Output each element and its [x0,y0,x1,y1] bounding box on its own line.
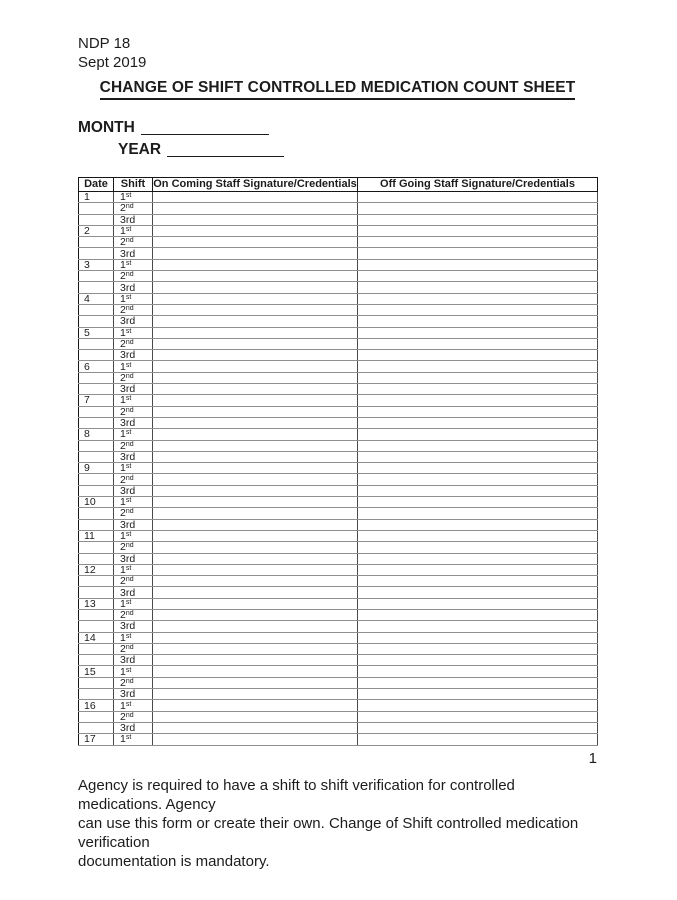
offgoing-signature-cell [358,519,598,530]
shift-cell: 1st [114,395,153,406]
oncoming-signature-cell [153,632,358,643]
oncoming-signature-cell [153,542,358,553]
shift-cell: 3rd [114,722,153,733]
shift-cell: 1st [114,293,153,304]
page-title: CHANGE OF SHIFT CONTROLLED MEDICATION COUNT SHEET [100,79,576,100]
oncoming-signature-cell [153,192,358,203]
oncoming-signature-cell [153,350,358,361]
month-label: MONTH [78,119,135,136]
shift-cell: 1st [114,192,153,203]
table-row [79,282,598,293]
offgoing-signature-cell [358,316,598,327]
date-cell [79,350,114,361]
offgoing-signature-cell [358,417,598,428]
date-cell [79,689,114,700]
date-cell [79,440,114,451]
oncoming-signature-cell [153,497,358,508]
date-cell: 15 [79,666,114,677]
oncoming-signature-cell [153,259,358,270]
table-row [79,463,598,474]
oncoming-signature-cell [153,282,358,293]
oncoming-signature-cell [153,643,358,654]
table-row [79,293,598,304]
oncoming-signature-cell [153,609,358,620]
offgoing-signature-cell [358,474,598,485]
date-cell [79,711,114,722]
table-row [79,564,598,575]
shift-cell: 3rd [114,655,153,666]
shift-cell: 2nd [114,372,153,383]
shift-table-body [79,192,598,746]
offgoing-signature-cell [358,722,598,733]
date-cell [79,451,114,462]
table-row [79,304,598,315]
table-row [79,214,598,225]
offgoing-signature-cell [358,587,598,598]
oncoming-signature-cell [153,429,358,440]
oncoming-signature-cell [153,293,358,304]
date-cell [79,474,114,485]
shift-cell: 2nd [114,237,153,248]
oncoming-signature-cell [153,316,358,327]
shift-cell: 3rd [114,689,153,700]
date-cell [79,655,114,666]
offgoing-signature-cell [358,282,598,293]
date-cell: 16 [79,700,114,711]
shift-cell: 3rd [114,519,153,530]
date-cell: 13 [79,598,114,609]
table-row [79,316,598,327]
date-cell [79,372,114,383]
month-blank-line [141,120,269,135]
oncoming-signature-cell [153,451,358,462]
date-cell: 14 [79,632,114,643]
table-row [79,553,598,564]
shift-cell: 2nd [114,542,153,553]
shift-cell: 3rd [114,621,153,632]
offgoing-signature-cell [358,553,598,564]
table-row [79,519,598,530]
shift-cell: 3rd [114,384,153,395]
offgoing-signature-cell [358,711,598,722]
table-row [79,643,598,654]
footer-note [78,776,597,871]
date-cell [79,304,114,315]
shift-cell: 2nd [114,643,153,654]
shift-cell: 1st [114,564,153,575]
shift-cell: 2nd [114,711,153,722]
table-row [79,203,598,214]
date-cell [79,576,114,587]
shift-cell: 1st [114,734,153,745]
offgoing-signature-cell [358,598,598,609]
shift-cell: 3rd [114,316,153,327]
year-field-row [118,140,597,159]
offgoing-signature-cell [358,327,598,338]
date-cell: 4 [79,293,114,304]
offgoing-signature-cell [358,576,598,587]
oncoming-signature-cell [153,666,358,677]
date-cell [79,542,114,553]
shift-cell: 3rd [114,282,153,293]
shift-cell: 3rd [114,485,153,496]
date-cell [79,519,114,530]
offgoing-signature-cell [358,214,598,225]
shift-cell: 3rd [114,350,153,361]
table-row [79,576,598,587]
table-row [79,361,598,372]
table-row [79,338,598,349]
date-cell [79,237,114,248]
shift-cell: 2nd [114,304,153,315]
date-cell: 3 [79,259,114,270]
document-date: Sept 2019 [78,54,147,71]
shift-cell: 2nd [114,440,153,451]
offgoing-signature-cell [358,655,598,666]
shift-cell: 3rd [114,451,153,462]
offgoing-signature-cell [358,271,598,282]
oncoming-signature-cell [153,722,358,733]
date-cell [79,203,114,214]
offgoing-signature-cell [358,361,598,372]
header-offgoing: Off Going Staff Signature/Credentials [358,178,598,192]
table-row [79,192,598,203]
date-cell [79,643,114,654]
shift-cell: 2nd [114,271,153,282]
offgoing-signature-cell [358,609,598,620]
shift-cell: 1st [114,463,153,474]
oncoming-signature-cell [153,384,358,395]
offgoing-signature-cell [358,530,598,541]
oncoming-signature-cell [153,474,358,485]
table-row [79,734,598,745]
oncoming-signature-cell [153,700,358,711]
offgoing-signature-cell [358,497,598,508]
oncoming-signature-cell [153,508,358,519]
oncoming-signature-cell [153,271,358,282]
shift-cell: 1st [114,598,153,609]
date-cell [79,282,114,293]
table-row [79,485,598,496]
offgoing-signature-cell [358,338,598,349]
offgoing-signature-cell [358,406,598,417]
shift-cell: 1st [114,497,153,508]
offgoing-signature-cell [358,463,598,474]
offgoing-signature-cell [358,564,598,575]
table-row [79,587,598,598]
table-row [79,542,598,553]
oncoming-signature-cell [153,327,358,338]
oncoming-signature-cell [153,530,358,541]
table-row [79,248,598,259]
date-cell [79,271,114,282]
footer-line: Agency is required to have a shift to shift verification for controlled medications. Agency [78,776,515,813]
footer-line: can use this form or create their own. Change of Shift controlled medication verification [78,814,579,851]
shift-cell: 3rd [114,417,153,428]
date-cell [79,248,114,259]
date-cell [79,621,114,632]
table-row [79,677,598,688]
page-number: 1 [588,749,597,767]
offgoing-signature-cell [358,384,598,395]
offgoing-signature-cell [358,293,598,304]
oncoming-signature-cell [153,621,358,632]
shift-cell: 2nd [114,677,153,688]
table-row [79,237,598,248]
offgoing-signature-cell [358,700,598,711]
date-cell: 6 [79,361,114,372]
shift-cell: 2nd [114,338,153,349]
shift-cell: 2nd [114,576,153,587]
date-cell: 8 [79,429,114,440]
date-cell [79,553,114,564]
oncoming-signature-cell [153,564,358,575]
table-row [79,474,598,485]
table-row [79,530,598,541]
oncoming-signature-cell [153,395,358,406]
document-code: NDP 18 [78,35,131,52]
table-row [79,417,598,428]
date-cell [79,609,114,620]
shift-cell: 3rd [114,587,153,598]
offgoing-signature-cell [358,542,598,553]
table-row [79,508,598,519]
offgoing-signature-cell [358,429,598,440]
date-cell: 5 [79,327,114,338]
oncoming-signature-cell [153,214,358,225]
header-date: Date [79,178,114,192]
shift-cell: 1st [114,327,153,338]
shift-cell: 1st [114,361,153,372]
offgoing-signature-cell [358,350,598,361]
table-row [79,429,598,440]
oncoming-signature-cell [153,225,358,236]
oncoming-signature-cell [153,655,358,666]
oncoming-signature-cell [153,304,358,315]
oncoming-signature-cell [153,361,358,372]
offgoing-signature-cell [358,225,598,236]
offgoing-signature-cell [358,643,598,654]
offgoing-signature-cell [358,734,598,745]
oncoming-signature-cell [153,587,358,598]
oncoming-signature-cell [153,338,358,349]
shift-cell: 1st [114,666,153,677]
table-row [79,372,598,383]
table-row [79,655,598,666]
shift-cell: 2nd [114,474,153,485]
offgoing-signature-cell [358,689,598,700]
header-shift: Shift [114,178,153,192]
date-cell: 7 [79,395,114,406]
table-row [79,406,598,417]
date-cell: 1 [79,192,114,203]
date-cell [79,406,114,417]
offgoing-signature-cell [358,203,598,214]
oncoming-signature-cell [153,519,358,530]
oncoming-signature-cell [153,598,358,609]
oncoming-signature-cell [153,576,358,587]
date-cell [79,722,114,733]
table-row [79,497,598,508]
table-row [79,259,598,270]
header-oncoming: On Coming Staff Signature/Credentials [153,178,357,190]
date-cell: 11 [79,530,114,541]
shift-cell: 1st [114,259,153,270]
date-cell: 17 [79,734,114,745]
offgoing-signature-cell [358,677,598,688]
offgoing-signature-cell [358,237,598,248]
table-row [79,395,598,406]
offgoing-signature-cell [358,666,598,677]
shift-cell: 1st [114,530,153,541]
table-row [79,271,598,282]
oncoming-signature-cell [153,734,358,745]
shift-cell: 2nd [114,406,153,417]
table-row [79,621,598,632]
table-row [79,384,598,395]
date-cell [79,384,114,395]
shift-cell: 1st [114,700,153,711]
footer-line: documentation is mandatory. [78,852,270,870]
table-row [79,327,598,338]
shift-cell: 3rd [114,214,153,225]
date-cell [79,417,114,428]
offgoing-signature-cell [358,508,598,519]
date-cell: 10 [79,497,114,508]
table-row [79,350,598,361]
table-row [79,700,598,711]
date-cell [79,677,114,688]
title-row [78,79,597,100]
offgoing-signature-cell [358,259,598,270]
shift-cell: 2nd [114,609,153,620]
offgoing-signature-cell [358,440,598,451]
shift-cell: 1st [114,632,153,643]
table-row [79,722,598,733]
table-header-row [79,178,598,192]
table-row [79,598,598,609]
oncoming-signature-cell [153,406,358,417]
table-row [79,632,598,643]
offgoing-signature-cell [358,248,598,259]
oncoming-signature-cell [153,417,358,428]
offgoing-signature-cell [358,304,598,315]
oncoming-signature-cell [153,711,358,722]
year-label: YEAR [118,141,162,158]
date-cell [79,485,114,496]
date-cell: 9 [79,463,114,474]
offgoing-signature-cell [358,372,598,383]
oncoming-signature-cell [153,440,358,451]
shift-cell: 1st [114,225,153,236]
year-blank-line [167,142,284,157]
table-row [79,689,598,700]
table-row [79,711,598,722]
date-cell [79,316,114,327]
oncoming-signature-cell [153,203,358,214]
oncoming-signature-cell [153,372,358,383]
date-cell [79,508,114,519]
oncoming-signature-cell [153,689,358,700]
oncoming-signature-cell [153,463,358,474]
shift-cell: 1st [114,429,153,440]
oncoming-signature-cell [153,237,358,248]
shift-cell: 2nd [114,508,153,519]
date-cell: 2 [79,225,114,236]
table-row [79,451,598,462]
oncoming-signature-cell [153,553,358,564]
shift-cell: 2nd [114,203,153,214]
offgoing-signature-cell [358,451,598,462]
offgoing-signature-cell [358,395,598,406]
table-row [79,609,598,620]
offgoing-signature-cell [358,485,598,496]
offgoing-signature-cell [358,192,598,203]
offgoing-signature-cell [358,632,598,643]
oncoming-signature-cell [153,677,358,688]
date-cell [79,587,114,598]
oncoming-signature-cell [153,485,358,496]
table-row [79,666,598,677]
medication-count-table [78,177,598,746]
table-row [79,225,598,236]
offgoing-signature-cell [358,621,598,632]
oncoming-signature-cell [153,248,358,259]
table-row [79,440,598,451]
month-field-row [78,118,597,137]
shift-cell: 3rd [114,248,153,259]
shift-cell: 3rd [114,553,153,564]
date-cell [79,338,114,349]
date-cell [79,214,114,225]
date-cell: 12 [79,564,114,575]
